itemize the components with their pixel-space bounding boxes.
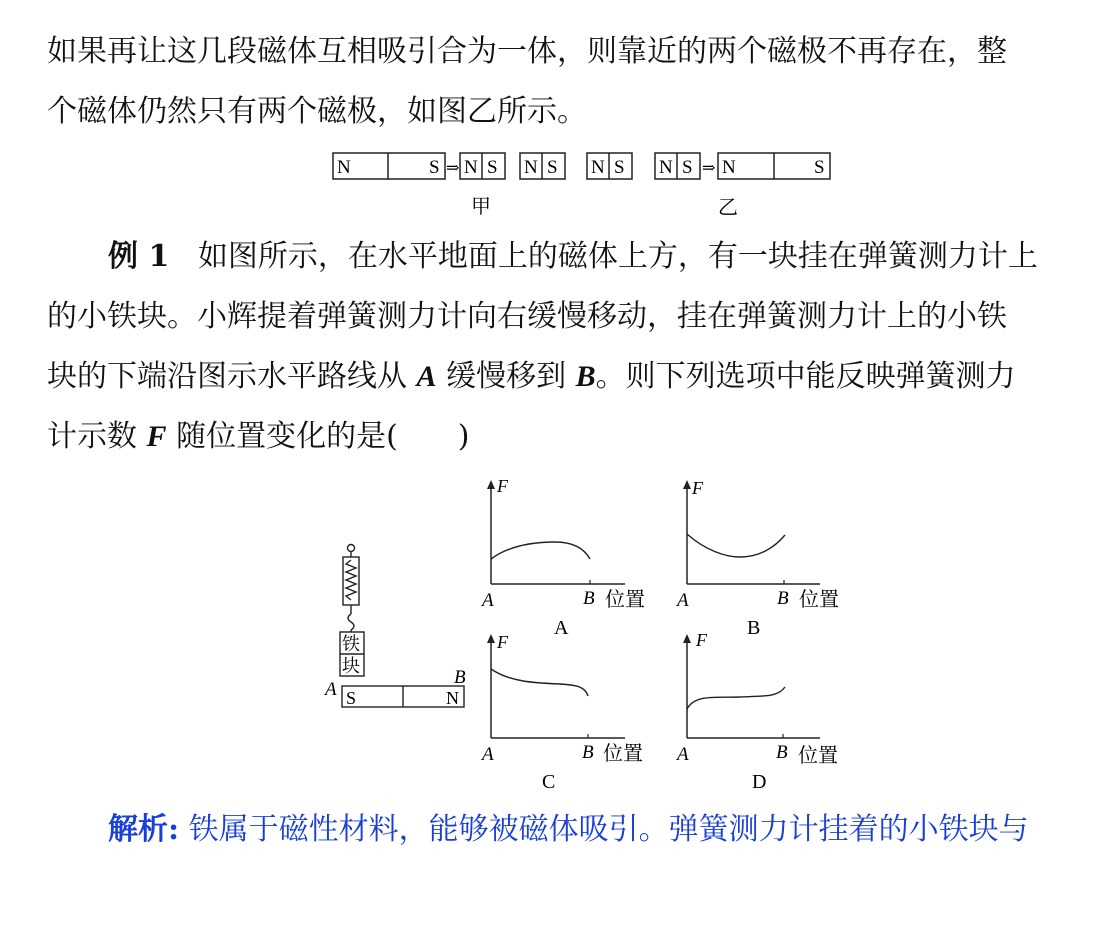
var-a: A — [416, 360, 437, 393]
example-text-3a: 块的下端沿图示水平路线从 — [47, 359, 417, 394]
magnet-pole-s: S — [346, 688, 357, 708]
option-label-d: D — [752, 771, 767, 792]
x-axis-title: 位置 — [603, 743, 643, 765]
analysis-text: 铁属于磁性材料，能够被磁体吸引。弹簧测力计挂着的小铁块与 — [179, 812, 1029, 847]
pole-n: N — [722, 157, 736, 178]
point-a-label: A — [325, 679, 337, 700]
y-axis-label: F — [497, 476, 508, 496]
magnet-pole-n: N — [446, 688, 459, 708]
pole-s: S — [547, 157, 558, 178]
pole-n: N — [659, 157, 673, 178]
para1-line1: 如果再让这几段磁体互相吸引合为一体，则靠近的两个磁极不再存在，整 — [47, 34, 1007, 69]
x-end-label: B — [582, 742, 594, 763]
iron-block-char1: 铁 — [342, 634, 360, 654]
y-axis-label: F — [692, 478, 703, 498]
example-line2: 的小铁块。小辉提着弹簧测力计向右缓慢移动，挂在弹簧测力计上的小铁 — [47, 299, 1007, 334]
example-line3 — [47, 357, 1016, 397]
arrow-right: ⇒ — [702, 160, 716, 177]
arrow-left: ⇒ — [446, 160, 460, 177]
option-label-c: C — [542, 771, 556, 792]
analysis-tag: 解析: — [108, 812, 180, 847]
x-start-label: A — [677, 744, 689, 765]
example-text-4a: 计示数 — [47, 419, 147, 454]
x-start-label: A — [482, 590, 494, 611]
pole-s: S — [614, 157, 625, 178]
figure-label-yi: 乙 — [718, 197, 738, 219]
example-tag: 例 1 — [108, 239, 170, 274]
para1-line2: 个磁体仍然只有两个磁极，如图乙所示。 — [47, 94, 587, 129]
pole-n: N — [337, 157, 351, 178]
pole-n: N — [591, 157, 605, 178]
question-figure — [320, 472, 846, 792]
pole-n: N — [464, 157, 478, 178]
example-text-3c: 。则下列选项中能反映弹簧测力 — [595, 359, 1016, 394]
option-label-a: A — [554, 617, 569, 639]
example-text-4b: 随位置变化的是( ) — [166, 419, 470, 454]
pole-s: S — [682, 157, 693, 178]
analysis-line — [108, 810, 1029, 850]
figure-label-jia: 甲 — [471, 196, 491, 218]
point-b-label: B — [454, 667, 466, 688]
magnet-figure — [325, 148, 840, 220]
iron-block-char2: 块 — [342, 656, 360, 676]
x-end-label: B — [776, 742, 788, 763]
var-b: B — [575, 360, 596, 393]
pole-s: S — [429, 157, 440, 178]
x-start-label: A — [677, 590, 689, 611]
pole-s: S — [487, 157, 498, 178]
y-axis-label: F — [497, 632, 508, 652]
x-axis-title: 位置 — [799, 589, 839, 611]
example-line1 — [108, 237, 1038, 277]
pole-n: N — [524, 157, 538, 178]
example-text-1: 如图所示，在水平地面上的磁体上方，有一块挂在弹簧测力计上 — [197, 239, 1038, 274]
example-text-3b: 缓慢移到 — [436, 359, 576, 394]
x-end-label: B — [583, 588, 595, 609]
x-end-label: B — [777, 588, 789, 609]
x-axis-title: 位置 — [798, 745, 838, 767]
var-f: F — [146, 420, 167, 453]
pole-s: S — [814, 157, 825, 178]
y-axis-label: F — [696, 630, 707, 650]
x-start-label: A — [482, 744, 494, 765]
option-label-b: B — [747, 617, 761, 639]
x-axis-title: 位置 — [605, 589, 645, 611]
example-line4 — [47, 417, 470, 457]
